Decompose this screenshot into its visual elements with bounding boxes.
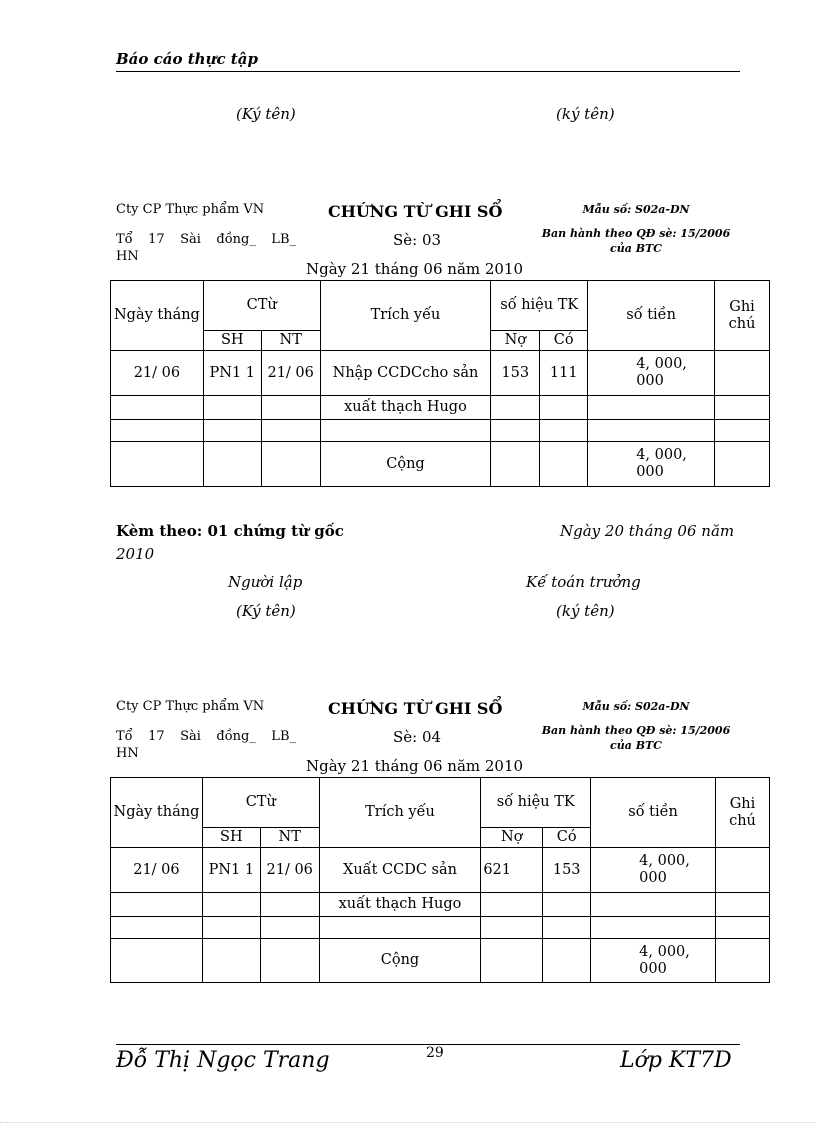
- sign-date-line1: Ngày 20 tháng 06 năm: [560, 522, 735, 540]
- top-right-sign: (ký tên): [556, 105, 615, 123]
- preparer-title: Người lập: [228, 573, 303, 591]
- col-note-header: Ghi chú: [716, 778, 770, 848]
- col-amount-header: số tiền: [588, 281, 715, 351]
- table-row: [111, 848, 770, 893]
- total-amount: 4, 000, 000: [588, 442, 715, 487]
- col-nt-header: NT: [261, 330, 320, 351]
- table-total-row: [111, 939, 770, 983]
- voucher-title: CHỨNG TỪ GHI SỔ: [328, 202, 503, 221]
- col-desc-header: Trích yếu: [320, 281, 491, 351]
- cell-date: 21/ 06: [111, 848, 203, 893]
- cell-sh: PN1 1: [203, 351, 261, 396]
- chief-accountant-title: Kế toán trưởng: [526, 573, 641, 591]
- col-sh-header: SH: [203, 330, 261, 351]
- voucher-number: Sè: 03: [393, 231, 442, 249]
- cell-note: [715, 351, 770, 396]
- table-row-empty: [111, 916, 770, 939]
- table-header-row: [111, 281, 770, 331]
- cell-desc: Xuất CCDC sản: [319, 848, 481, 893]
- cell-sh: PN1 1: [202, 848, 260, 893]
- col-desc-header: Trích yếu: [319, 778, 481, 848]
- cell-co: 111: [540, 351, 588, 396]
- company-name: Cty CP Thực phẩm VN: [116, 202, 265, 217]
- preparer-sign: (Ký tên): [236, 602, 296, 620]
- col-co-header: Có: [540, 330, 588, 351]
- voucher-number: Sè: 04: [393, 728, 442, 746]
- form-number: Mẫu số: S02a-DN: [582, 700, 690, 713]
- cell-nt: 21/ 06: [261, 351, 320, 396]
- col-no-header: Nợ: [491, 330, 540, 351]
- footer-author: Đỗ Thị Ngọc Trang: [116, 1048, 330, 1073]
- col-date-header: Ngày tháng: [111, 281, 204, 351]
- company-address-line2: HN: [116, 249, 139, 264]
- issued-by-line2: của BTC: [610, 739, 662, 752]
- col-date-header: Ngày tháng: [111, 778, 203, 848]
- table-row-empty: [111, 419, 770, 442]
- cell-co: 153: [543, 848, 591, 893]
- table-total-row: [111, 442, 770, 487]
- page-number: 29: [426, 1045, 444, 1061]
- col-ctu-header: CTừ: [203, 281, 320, 331]
- issued-by-line1: Ban hành theo QĐ sè: 15/2006: [541, 227, 731, 240]
- top-left-sign: (Ký tên): [236, 105, 296, 123]
- table-row: [111, 892, 770, 916]
- cell-no: 153: [491, 351, 540, 396]
- voucher-title: CHỨNG TỪ GHI SỔ: [328, 699, 503, 718]
- col-account-header: số hiệu TK: [481, 778, 591, 828]
- issued-by-line1: Ban hành theo QĐ sè: 15/2006: [541, 724, 731, 737]
- attachment-text: Kèm theo: 01 chứng từ gốc: [116, 522, 344, 540]
- total-label: Cộng: [320, 442, 491, 487]
- cell-amount: 4, 000, 000: [588, 351, 715, 396]
- header-rule: [116, 71, 740, 72]
- issued-by-line2: của BTC: [610, 242, 662, 255]
- cell-note: [716, 848, 770, 893]
- table-header-row: [111, 778, 770, 828]
- cell-nt: 21/ 06: [260, 848, 319, 893]
- col-nt-header: NT: [260, 827, 319, 848]
- col-sh-header: SH: [202, 827, 260, 848]
- total-label: Cộng: [319, 939, 481, 983]
- voucher-table: [110, 777, 770, 983]
- company-address-line2: HN: [116, 746, 139, 761]
- total-amount: 4, 000, 000: [591, 939, 716, 983]
- company-address-line1: Tổ 17 Sài đồng_ LB_: [116, 729, 296, 744]
- cell-desc-cont: xuất thạch Hugo: [319, 892, 481, 916]
- col-amount-header: số tiền: [591, 778, 716, 848]
- chief-accountant-sign: (ký tên): [556, 602, 615, 620]
- col-no-header: Nợ: [481, 827, 543, 848]
- cell-no: 621: [481, 848, 543, 893]
- table-row: [111, 395, 770, 419]
- table-row: [111, 351, 770, 396]
- cell-desc: Nhập CCDCcho sản: [320, 351, 491, 396]
- company-address-line1: Tổ 17 Sài đồng_ LB_: [116, 232, 296, 247]
- col-ctu-header: CTừ: [202, 778, 319, 828]
- cell-date: 21/ 06: [111, 351, 204, 396]
- company-name: Cty CP Thực phẩm VN: [116, 699, 265, 714]
- col-account-header: số hiệu TK: [491, 281, 588, 331]
- footer-class: Lớp KT7D: [620, 1048, 732, 1073]
- col-co-header: Có: [543, 827, 591, 848]
- sign-date-line2: 2010: [116, 545, 155, 563]
- form-number: Mẫu số: S02a-DN: [582, 203, 690, 216]
- col-note-header: Ghi chú: [715, 281, 770, 351]
- voucher-date: Ngày 21 tháng 06 năm 2010: [306, 260, 524, 278]
- cell-amount: 4, 000, 000: [591, 848, 716, 893]
- cell-desc-cont: xuất thạch Hugo: [320, 395, 491, 419]
- voucher-table: [110, 280, 770, 487]
- voucher-date: Ngày 21 tháng 06 năm 2010: [306, 757, 524, 775]
- report-header-title: Báo cáo thực tập: [116, 50, 258, 68]
